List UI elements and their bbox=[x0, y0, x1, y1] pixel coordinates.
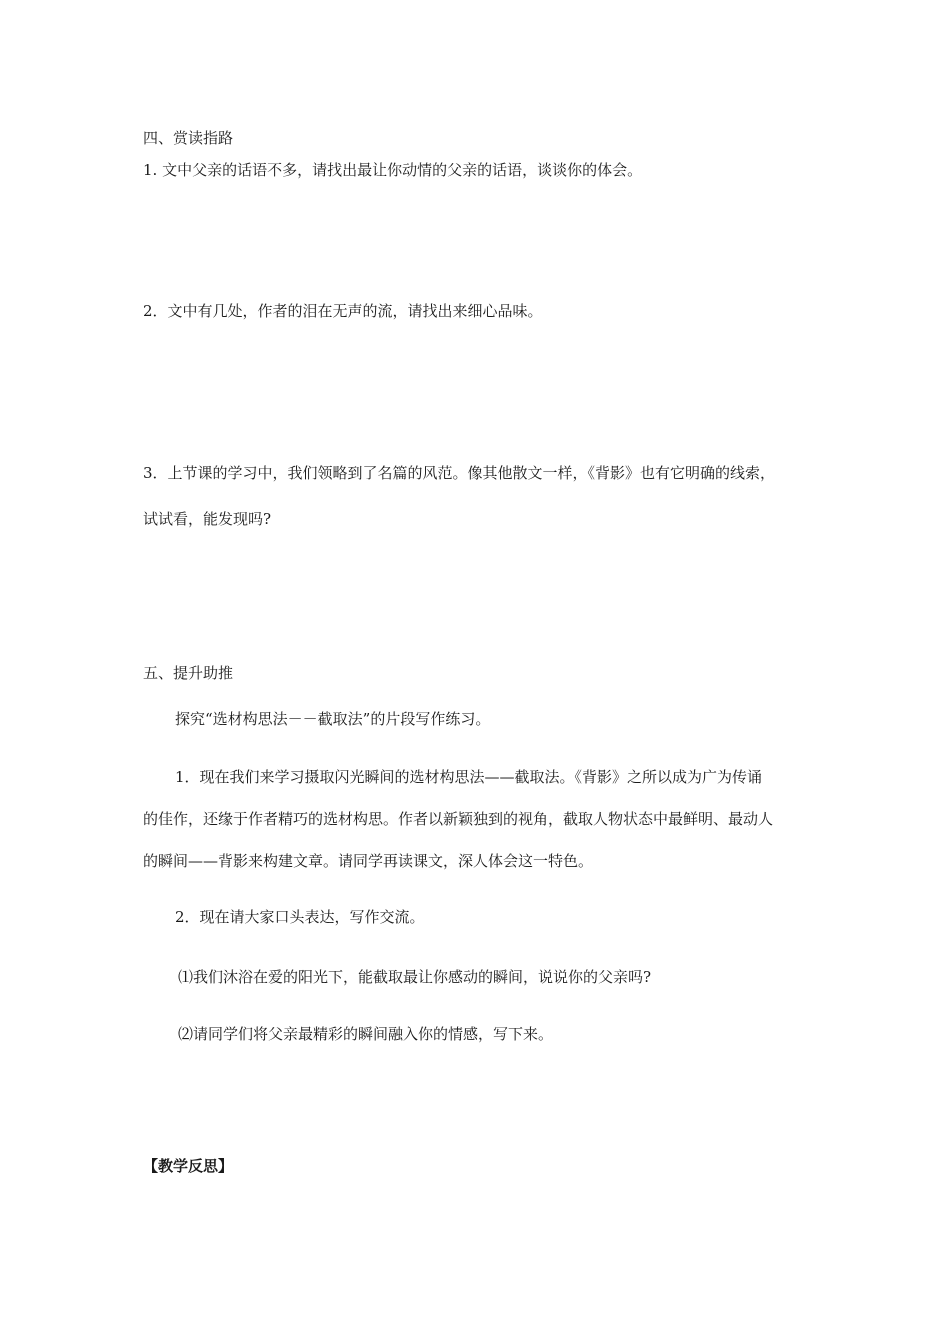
paragraph-1-line-3: 的瞬间——背影来构建文章。请同学再读课文，深人体会这一特色。 bbox=[143, 852, 594, 870]
question-2: 2．文中有几处，作者的泪在无声的流，请找出来细心品味。 bbox=[143, 302, 543, 320]
paragraph-2-item-2: ⑵请同学们将父亲最精彩的瞬间融入你的情感，写下来。 bbox=[178, 1025, 554, 1043]
section-4-heading: 四、赏读指路 bbox=[143, 129, 234, 147]
question-3-line-2: 试试看，能发现吗? bbox=[143, 510, 272, 528]
paragraph-2-item-1: ⑴我们沐浴在爱的阳光下，能截取最让你感动的瞬间，说说你的父亲吗? bbox=[178, 968, 652, 986]
section-5-heading: 五、提升助推 bbox=[143, 664, 234, 682]
section-5-intro: 探究“选材构思法－－截取法”的片段写作练习。 bbox=[175, 710, 491, 728]
paragraph-1-line-1: 1．现在我们来学习摄取闪光瞬间的选材构思法——截取法。《背影》之所以成为广为传诵 bbox=[175, 768, 763, 786]
question-3-line-1: 3．上节课的学习中，我们领略到了名篇的风范。像其他散文一样，《背影》也有它明确的线索， bbox=[143, 464, 776, 482]
paragraph-1-line-2: 的佳作，还缘于作者精巧的选材构思。作者以新颖独到的视角，截取人物状态中最鲜明、最动人 bbox=[143, 810, 774, 828]
paragraph-2: 2．现在请大家口头表达，写作交流。 bbox=[175, 908, 425, 926]
reflection-heading: 【教学反思】 bbox=[143, 1157, 234, 1175]
question-1: 1. 文中父亲的话语不多，请找出最让你动情的父亲的话语，谈谈你的体会。 bbox=[143, 161, 643, 179]
